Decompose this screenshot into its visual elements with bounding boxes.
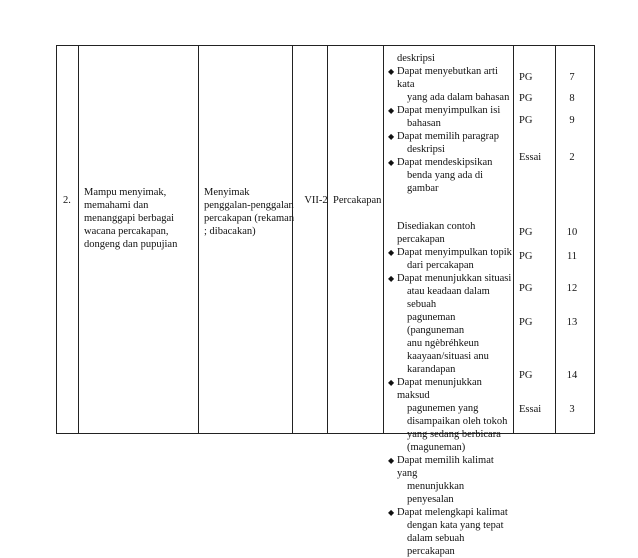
indicator-item — [387, 65, 513, 104]
indicator-item — [387, 506, 513, 558]
diamond-bullet-icon: ◆ — [388, 378, 395, 387]
indicator-line: Dapat menyimpulkan isi — [397, 105, 501, 116]
item-number: 3 — [569, 404, 575, 415]
item-type: PG — [519, 283, 533, 294]
column-divider — [513, 46, 514, 433]
item-type: Essai — [519, 152, 542, 163]
column-divider — [383, 46, 384, 433]
column-divider — [327, 46, 328, 433]
item-number: 8 — [569, 93, 575, 104]
item-number: 13 — [566, 317, 578, 328]
material-line: percakapan (rekaman — [204, 213, 295, 224]
indicator-line: karandapan — [407, 364, 456, 375]
indicator-line: dengan kata yang tepat — [407, 520, 504, 531]
item-number: 11 — [566, 251, 578, 262]
indicator-item — [387, 454, 513, 506]
diamond-bullet-icon: ◆ — [388, 67, 395, 76]
column-divider — [198, 46, 199, 433]
indicator-line: Dapat memilih kalimat yang — [397, 455, 494, 479]
material-line: ; dibacakan) — [204, 226, 256, 237]
spacer — [387, 195, 513, 220]
indicator-line: Dapat melengkapi kalimat — [397, 507, 508, 518]
indicator-line: percakapan — [397, 234, 445, 245]
diamond-bullet-icon: ◆ — [388, 456, 395, 465]
indicator-cell — [387, 52, 513, 558]
column-divider — [78, 46, 79, 433]
competency-line: wacana percakapan, — [84, 226, 169, 237]
indicator-line: yang ada dalam bahasan — [407, 92, 510, 103]
indicator-item — [387, 376, 513, 454]
competency-line: memahami dan — [84, 200, 149, 211]
item-type: PG — [519, 93, 533, 104]
item-number: 12 — [566, 283, 578, 294]
item-number: 2 — [569, 152, 575, 163]
indicator-item — [387, 272, 513, 376]
item-type: PG — [519, 227, 533, 238]
item-type: PG — [519, 317, 533, 328]
diamond-bullet-icon: ◆ — [388, 132, 395, 141]
item-number: 14 — [566, 370, 578, 381]
competency-line: menanggapi berbagai — [84, 213, 175, 224]
item-type: PG — [519, 72, 533, 83]
blueprint-table — [56, 45, 595, 557]
diamond-bullet-icon: ◆ — [388, 158, 395, 167]
indicator-line: dalam sebuah percakapan — [407, 533, 465, 557]
item-number: 9 — [569, 115, 575, 126]
row-number: 2. — [63, 195, 71, 206]
indicator-item — [387, 220, 513, 246]
indicator-line: Dapat menunjukkan maksud — [397, 377, 482, 401]
indicator-line: bahasan — [407, 118, 441, 129]
diamond-bullet-icon: ◆ — [388, 274, 395, 283]
column-divider — [292, 46, 293, 433]
indicator-line: disampaikan oleh tokoh — [407, 416, 508, 427]
indicator-line: Dapat menyimpulkan topik — [397, 247, 512, 258]
diamond-bullet-icon: ◆ — [388, 248, 395, 257]
item-number: 7 — [569, 72, 575, 83]
indicator-item — [387, 52, 513, 65]
indicator-line: benda yang ada di gambar — [407, 170, 484, 194]
competency-line: Mampu menyimak, — [84, 187, 167, 198]
indicator-item — [387, 246, 513, 272]
indicator-line: menunjukkan penyesalan — [407, 481, 465, 505]
item-number: 10 — [566, 227, 578, 238]
indicator-line: anu ngèbréhkeun — [407, 338, 480, 349]
competency-cell — [84, 186, 184, 251]
material-cell — [204, 186, 298, 238]
indicator-line: atau keadaan dalam sebuah — [407, 286, 490, 310]
indicator-item — [387, 104, 513, 130]
indicator-line: Dapat menyebutkan arti kata — [397, 66, 498, 90]
indicator-item — [387, 156, 513, 195]
indicator-line: pagunemen yang — [407, 403, 479, 414]
diamond-bullet-icon: ◆ — [388, 508, 395, 517]
indicator-line: yang sedang berbicara — [407, 429, 501, 440]
competency-line: dongeng dan pupujian — [84, 239, 178, 250]
indicator-line: Disediakan contoh — [397, 221, 476, 232]
item-type: PG — [519, 251, 533, 262]
item-type: Essai — [519, 404, 542, 415]
item-type: PG — [519, 115, 533, 126]
indicator-line: kaayaan/situasi anu — [407, 351, 489, 362]
diamond-bullet-icon: ◆ — [388, 106, 395, 115]
indicator-item — [387, 130, 513, 156]
indicator-line: deskripsi — [397, 53, 435, 64]
class-cell: VII-2 — [304, 195, 328, 206]
indicator-line: Dapat memilih paragrap — [397, 131, 500, 142]
indicator-line: paguneman (panguneman — [407, 312, 465, 336]
indicator-line: (maguneman) — [407, 442, 466, 453]
material-line: penggalan-penggalan — [204, 200, 294, 211]
material-line: Menyimak — [204, 187, 250, 198]
indicator-line: deskripsi — [407, 144, 445, 155]
indicator-line: Dapat menunjukkan situasi — [397, 273, 512, 284]
indicator-line: Dapat mendeskipsikan — [397, 157, 493, 168]
indicator-line: dari percakapan — [407, 260, 474, 271]
item-type: PG — [519, 370, 533, 381]
topic-cell: Percakapan — [333, 195, 382, 206]
